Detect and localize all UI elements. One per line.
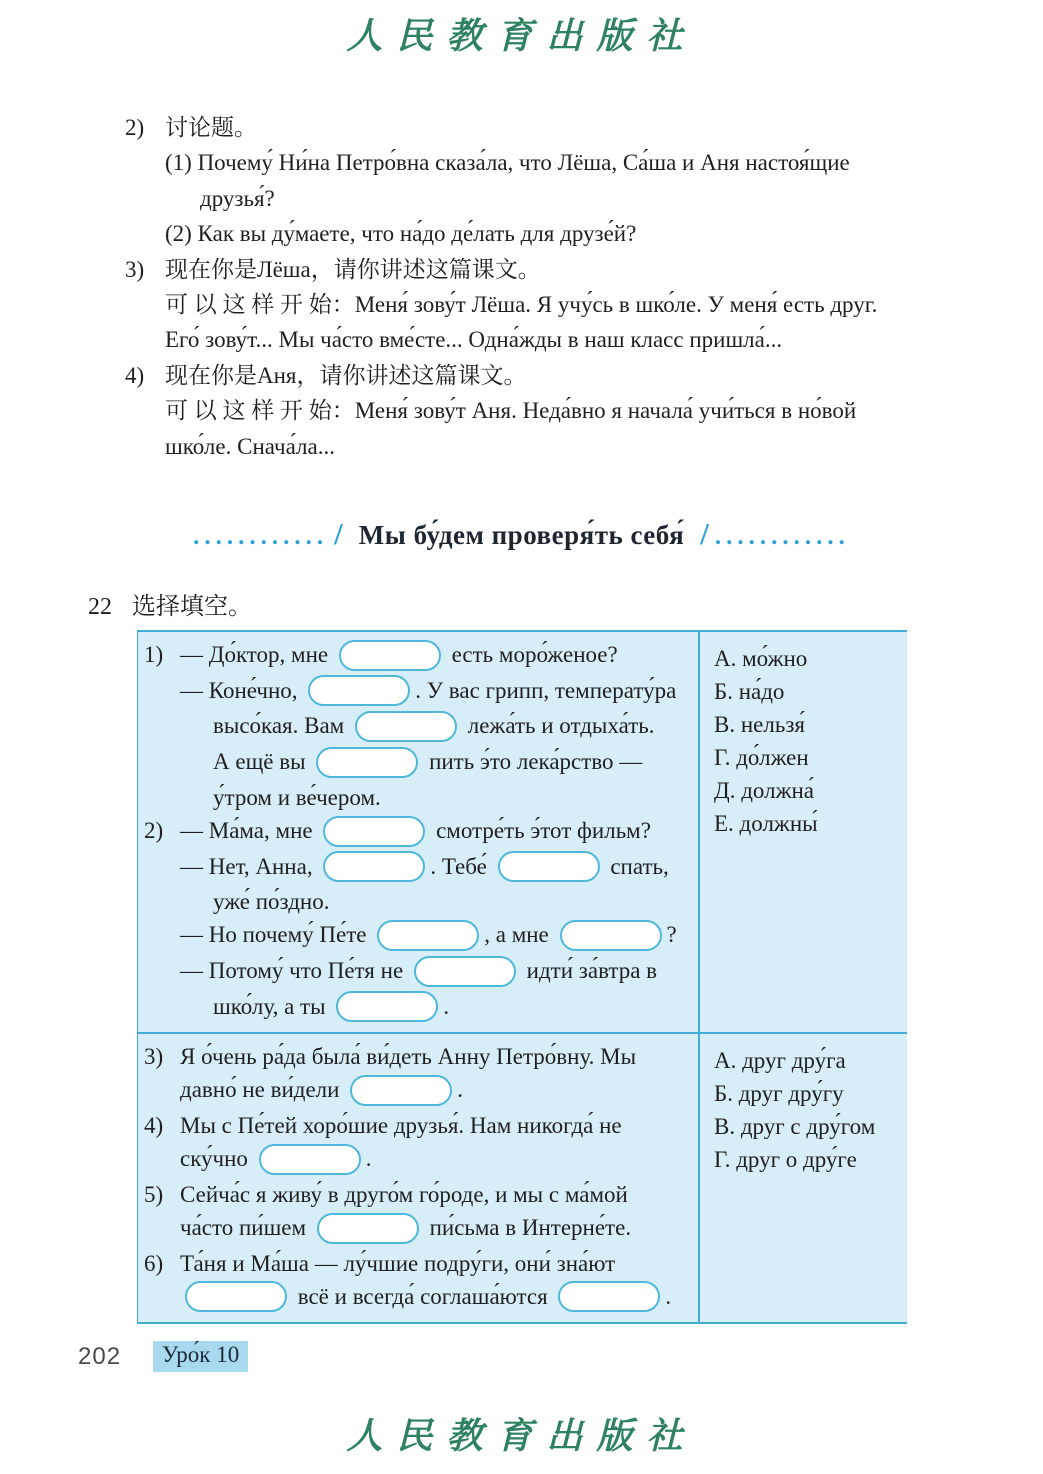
item-number: 3) [125,256,145,282]
answer-blank [414,956,516,987]
answer-blank [560,920,662,951]
line-text: Мы с Пе́тей хоро́шие друзья́. Нам никогда́ не [180,1113,622,1139]
text-line [144,885,698,918]
option-item: В. друг с дру́гом [714,1114,876,1140]
text-line [125,429,925,464]
answer-blank [339,640,441,671]
text-line [125,145,925,180]
sentences-cell-1 [138,632,698,1032]
text-line [144,814,698,850]
line-text: всё и всегда́ соглаша́ются . [180,1284,671,1309]
text-line [144,638,698,674]
answer-blank [259,1144,361,1175]
text-line [144,990,698,1026]
text-line [144,674,698,710]
exercise-number: 22 [88,594,112,620]
text-line [144,1211,698,1247]
line-text: — Потому́ что Пе́тя не идти́ за́втра в [180,958,657,983]
text-line [144,1040,698,1073]
option-item: А. друг дру́га [714,1048,846,1074]
exercise-title: 选择填空。 [132,594,252,620]
intro-exercises [125,110,925,464]
table-section-1 [138,632,907,1034]
section-title: Мы бу́дем проверя́ть себя́ [358,520,685,550]
option-item: Г. друг о дру́ге [714,1147,857,1173]
answer-blank [185,1281,287,1312]
item-number: 6) [144,1250,164,1276]
line-text: давно́ не ви́дели . [180,1077,463,1102]
answer-blank [323,816,425,847]
line-text: шко́лу, а ты . [213,994,449,1019]
line-text: 现在你是Аня，请你讲述这篇课文。 [165,362,527,388]
options-cell-1 [698,632,907,1032]
option-item: А. мо́жно [714,646,808,671]
text-line [144,1178,698,1211]
line-text: — До́ктор, мне есть моро́женое? [180,642,618,667]
dotted-rule-right: ............ [714,523,850,550]
line-text: 讨论题。 [165,115,257,140]
text-line [144,781,698,814]
line-text: (1) Почему́ Ни́на Петро́вна сказа́ла, что Лёша, Са́ша и Аня настоя́щие [165,150,850,176]
answer-blank [558,1281,660,1312]
text-line [144,1280,698,1316]
slash-divider-right-icon: / [700,516,709,551]
publisher-logo-bottom: 人民教育出版社 [346,1416,697,1456]
line-text: Его́ зову́т... Мы ча́сто вме́сте... Одна́жды в наш класс пришла́... [165,327,783,353]
option-item: Е. должны́ [714,811,818,836]
line-text: — Но почему́ Пе́те , а мне ? [180,922,677,947]
exercise-heading [88,586,252,621]
item-number: 4) [125,362,145,388]
line-text: Я о́чень ра́да была́ ви́деть Анну Петро́вну. Мы [180,1044,637,1070]
text-line [144,1073,698,1109]
section-header [0,516,1043,552]
line-text: 现在你是Лёша，请你讲述这篇课文。 [165,256,541,282]
answer-blank [308,675,410,706]
answer-blank [350,1075,452,1106]
text-line [144,709,698,745]
footer [78,1341,248,1372]
line-text: Сейча́с я живу́ в друго́м го́роде, и мы с ма́мой [180,1181,628,1207]
option-item: Б. друг дру́гу [714,1081,844,1107]
line-text: — Коне́чно, . У вас грипп, температу́ра [180,678,676,703]
item-number: 1) [144,642,164,667]
line-text: друзья́? [200,185,275,211]
option-item: Г. до́лжен [714,745,809,770]
line-text: А ещё вы пить э́то лека́рство — [213,749,642,774]
item-number: 4) [144,1113,164,1139]
item-number: 3) [144,1044,164,1070]
text-line [125,287,925,322]
item-number: 2) [125,115,145,140]
line-text: ску́чно . [180,1146,371,1171]
line-text: 可 以 这 样 开 始：Меня́ зову́т Аня. Неда́вно я начала́ учи́ться в но́вой [165,398,857,424]
line-text: у́тром и ве́чером. [213,784,381,810]
answer-blank [355,711,457,742]
slash-divider-left-icon: / [334,516,343,551]
line-text: уже́ по́здно. [213,889,330,915]
line-text: — Ма́ма, мне смотре́ть э́тот фильм? [180,818,651,843]
line-text: высо́кая. Вам лежа́ть и отдыха́ть. [213,713,655,738]
text-line [125,181,925,216]
publisher-logo-top: 人民教育出版社 [346,16,697,56]
line-text: 可 以 这 样 开 始：Меня́ зову́т Лёша. Я учу́сь в шко́ле. У меня́ есть друг. [165,292,878,318]
line-text: ча́сто пи́шем пи́сьма в Интерне́те. [180,1215,631,1240]
answer-blank [377,920,479,951]
exercise-table [137,630,907,1324]
line-text: (2) Как вы ду́маете, что на́до де́лать для друзе́й? [165,221,637,247]
answer-blank [323,851,425,882]
text-line [125,393,925,428]
table-section-2 [138,1034,907,1322]
line-text: шко́ле. Снача́ла... [165,433,335,459]
answer-blank [498,851,600,882]
sentences-cell-2 [138,1034,698,1322]
text-line [125,110,925,145]
lesson-badge: Уро́к 10 [153,1341,248,1372]
answer-blank [316,747,418,778]
option-item: В. нельзя́ [714,712,805,737]
answer-blank [317,1213,419,1244]
text-line [144,1247,698,1280]
text-line [144,954,698,990]
options-cell-2 [698,1034,907,1322]
item-number: 5) [144,1181,164,1207]
text-line [144,918,698,954]
item-number: 2) [144,817,164,843]
dotted-rule-left: ............ [193,523,329,550]
line-text: — Нет, Анна, . Тебе́ спать, [180,854,669,879]
option-item: Д. должна́ [714,778,814,803]
text-line [144,1142,698,1178]
text-line [125,322,925,357]
text-line [125,252,925,287]
text-line [144,745,698,781]
text-line [144,1109,698,1142]
line-text: Та́ня и Ма́ша — лу́чшие подру́ги, они́ зна́ют [180,1250,616,1276]
option-item: Б. на́до [714,679,785,704]
page-number: 202 [78,1342,122,1370]
answer-blank [336,991,438,1022]
text-line [125,358,925,393]
text-line [144,850,698,886]
text-line [125,216,925,251]
